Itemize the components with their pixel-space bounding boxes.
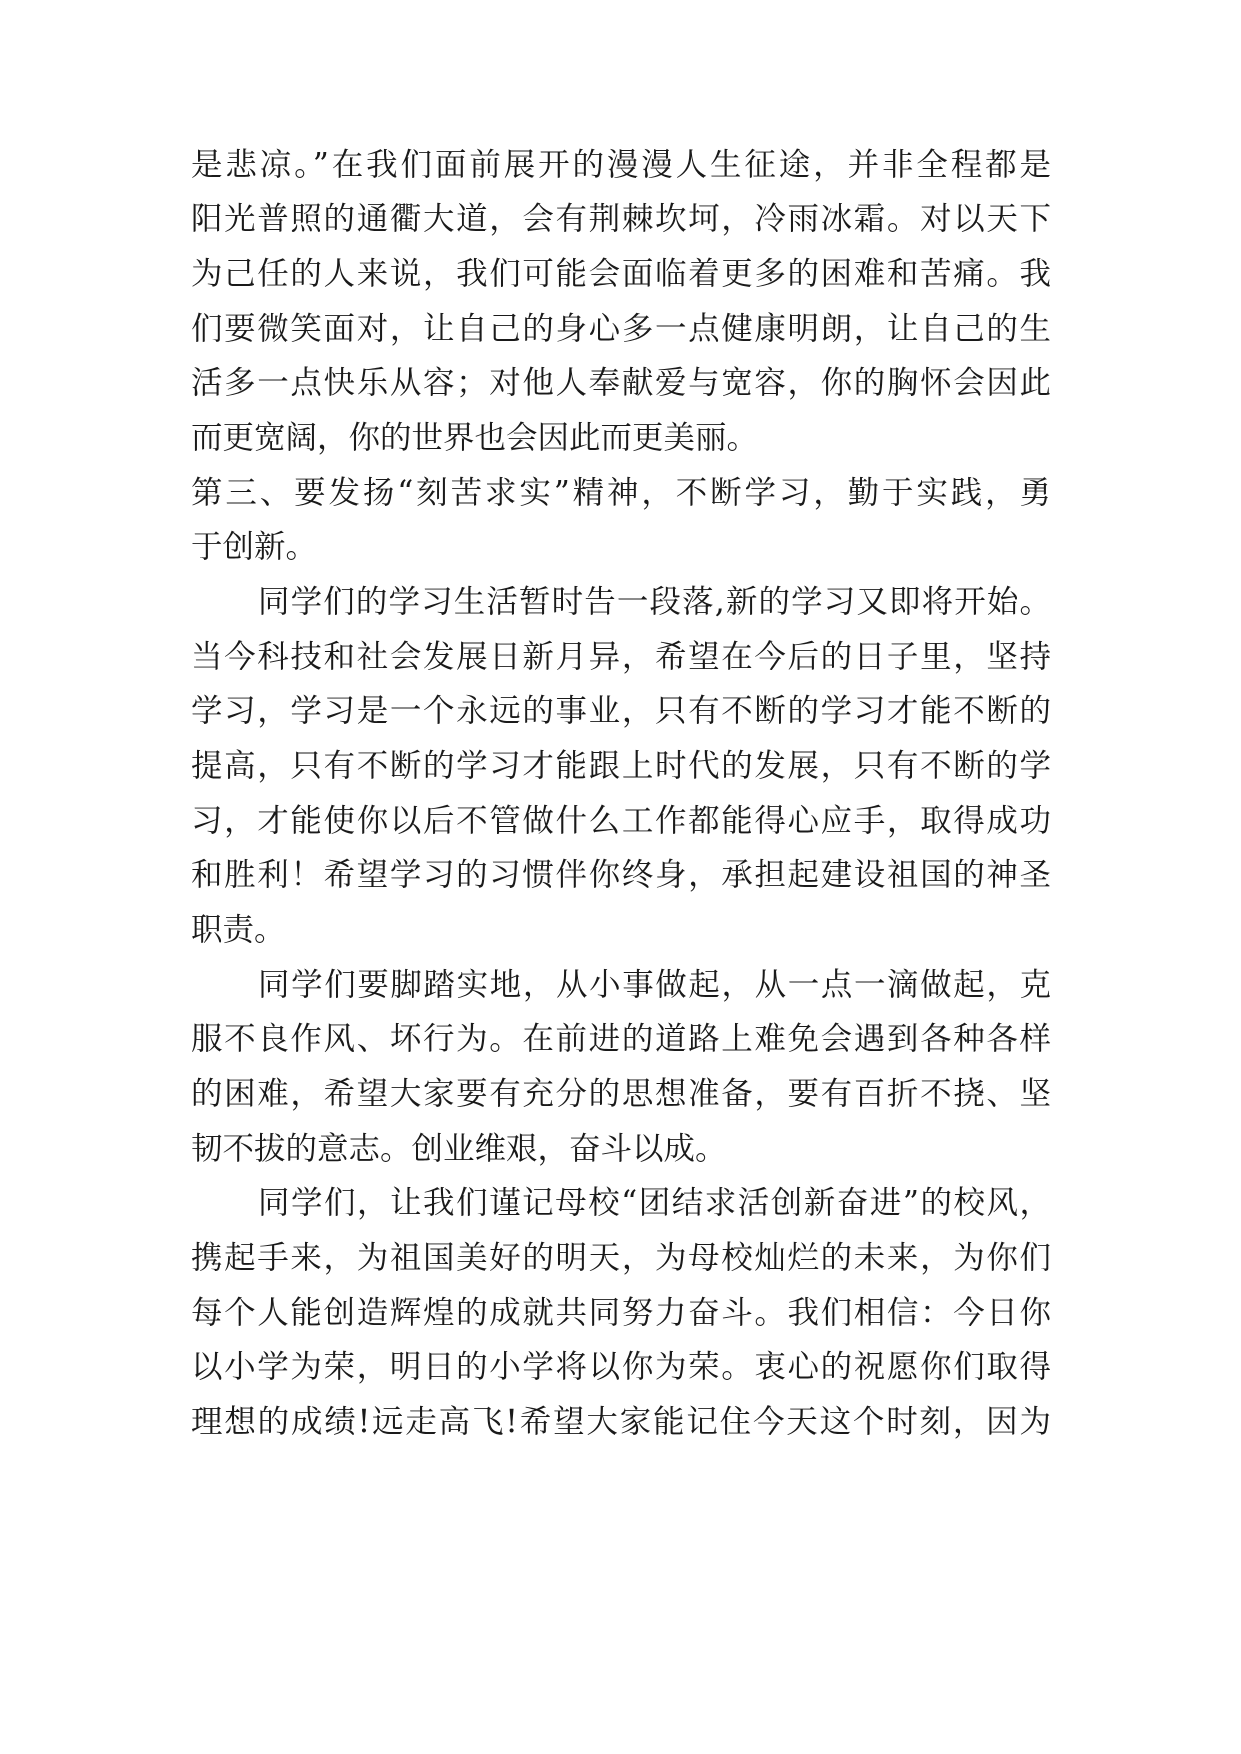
text-line: 当今科技和社会发展日新月异，希望在今后的日子里，坚持 (191, 639, 1051, 675)
text-line: 习，才能使你以后不管做什么工作都能得心应手，取得成功 (191, 803, 1051, 839)
text-line: 服不良作风、坏行为。在前进的道路上难免会遇到各种各样 (191, 1021, 1051, 1057)
section-heading: 第三、要发扬“刻苦求实”精神，不断学习，勤于实践，勇 (191, 475, 1051, 511)
text-line: 提高，只有不断的学习才能跟上时代的发展，只有不断的学 (191, 748, 1051, 784)
text-line: 学习，学习是一个永远的事业，只有不断的学习才能不断的 (191, 693, 1051, 729)
paragraph-first-line: 同学们，让我们谨记母校“团结求活创新奋进”的校风， (258, 1185, 1051, 1221)
text-line: 每个人能创造辉煌的成就共同努力奋斗。我们相信：今日你 (191, 1295, 1051, 1331)
paragraph-first-line: 同学们的学习生活暂时告一段落,新的学习又即将开始。 (258, 584, 1051, 620)
text-line: 的困难，希望大家要有充分的思想准备，要有百折不挠、坚 (191, 1076, 1051, 1112)
text-line: 而更宽阔，你的世界也会因此而更美丽。 (191, 420, 759, 456)
text-line: 活多一点快乐从容；对他人奉献爱与宽容，你的胸怀会因此 (191, 365, 1051, 401)
text-line: 理想的成绩!远走高飞!希望大家能记住今天这个时刻，因为 (191, 1404, 1051, 1440)
section-heading: 于创新。 (191, 529, 318, 565)
text-line: 职责。 (191, 912, 286, 948)
text-line: 和胜利！希望学习的习惯伴你终身，承担起建设祖国的神圣 (191, 857, 1051, 893)
paragraph-first-line: 同学们要脚踏实地，从小事做起，从一点一滴做起，克 (258, 967, 1051, 1003)
text-line: 韧不拔的意志。创业维艰，奋斗以成。 (191, 1131, 727, 1167)
text-line: 们要微笑面对，让自己的身心多一点健康明朗，让自己的生 (191, 311, 1051, 347)
text-line: 阳光普照的通衢大道，会有荆棘坎坷，冷雨冰霜。对以天下 (191, 201, 1051, 237)
text-line: 是悲凉。”在我们面前展开的漫漫人生征途，并非全程都是 (191, 147, 1051, 183)
text-line: 携起手来，为祖国美好的明天，为母校灿烂的未来，为你们 (191, 1240, 1051, 1276)
text-line: 以小学为荣，明日的小学将以你为荣。衷心的祝愿你们取得 (191, 1349, 1051, 1385)
text-line: 为己任的人来说，我们可能会面临着更多的困难和苦痛。我 (191, 256, 1051, 292)
